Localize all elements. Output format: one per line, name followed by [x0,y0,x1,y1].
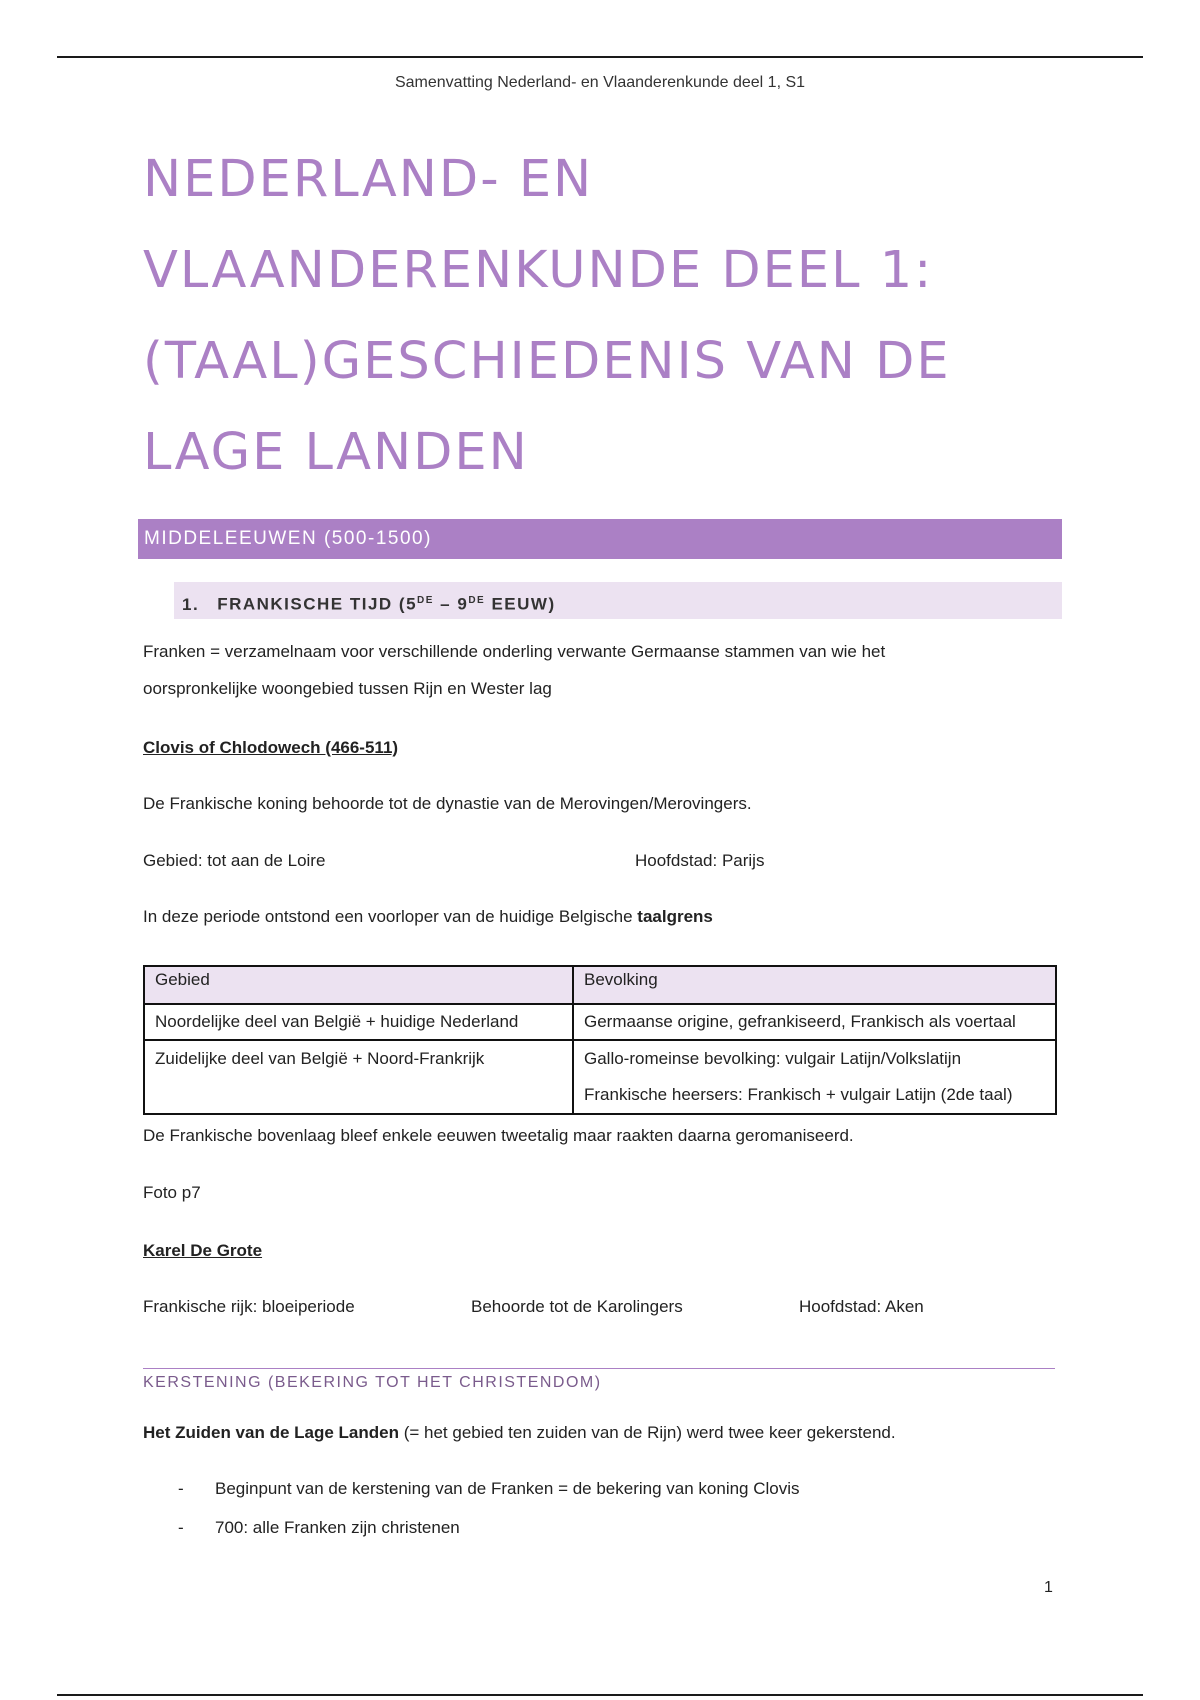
subsection-title-part3: EEUW) [485,594,556,614]
table-row [144,1040,1056,1114]
list-item [178,1479,800,1499]
karel-karolingers-text: Behoorde tot de Karolingers [471,1297,683,1316]
footer-rule [57,1694,1143,1696]
list-item [178,1518,460,1538]
kerstening-intro-bold: Het Zuiden van de Lage Landen [143,1423,399,1442]
subsection-sup-1: DE [417,595,434,606]
section-heading: MIDDELEEUWEN (500-1500) [138,519,1062,559]
subsection-number: 1. [182,594,200,614]
title-line-1: NEDERLAND- EN [143,150,594,209]
header-rule [57,56,1143,58]
table-cell-line: Frankische heersers: Frankisch + vulgair Latijn (2de taal) [584,1085,1013,1104]
kerstening-intro-regular: (= het gebied ten zuiden van de Rijn) werd twee keer gekerstend. [398,1423,896,1442]
document-title [143,134,1123,498]
table-cell-line: Gallo-romeinse bevolking: vulgair Latijn/Volkslatijn [584,1049,962,1068]
karel-rijk-text: Frankische rijk: bloeiperiode [143,1297,355,1316]
franken-definition-line-1: Franken = verzamelnaam voor verschillende onderling verwante Germaanse stammen van wie het [143,642,886,661]
franken-definition-line-2: oorspronkelijke woongebied tussen Rijn en Wester lag [143,679,552,698]
clovis-heading: Clovis of Chlodowech (466-511) [143,738,399,757]
title-line-2: VLAANDERENKUNDE DEEL 1: [143,241,934,300]
subsection-heading [174,582,1062,619]
table-cell: Germaanse origine, gefrankiseerd, Frankisch als voertaal [573,1004,1056,1040]
table-row [144,1004,1056,1040]
subsection-sup-2: DE [468,595,486,606]
list-dash: - [178,1479,184,1498]
bovenlaag-text: De Frankische bovenlaag bleef enkele eeuwen tweetalig maar raakten daarna geromaniseerd. [143,1126,854,1145]
kerstening-rule [143,1368,1055,1369]
subsection-title-part2: – 9 [433,594,469,614]
page-number: 1 [1044,1579,1053,1596]
hoofdstad-parijs-text: Hoofdstad: Parijs [635,851,765,870]
gebied-text: Gebied: tot aan de Loire [143,851,326,870]
karel-heading: Karel De Grote [143,1241,263,1260]
running-header: Samenvatting Nederland- en Vlaanderenkunde deel 1, S1 [394,74,806,91]
list-item-text: Beginpunt van de kerstening van de Franken = de bekering van koning Clovis [215,1479,800,1498]
table-header-row [144,966,1056,1004]
gebied-bevolking-table [143,965,1057,1115]
subsection-title-part1: FRANKISCHE TIJD (5 [217,594,418,614]
list-item-text: 700: alle Franken zijn christenen [215,1518,460,1537]
list-dash: - [178,1518,184,1537]
periode-text-bold: taalgrens [637,907,713,926]
koning-text: De Frankische koning behoorde tot de dynastie van de Merovingen/Merovingers. [143,794,752,813]
periode-text-regular: In deze periode ontstond een voorloper van de huidige Belgische [143,907,638,926]
periode-text [143,907,713,927]
karel-hoofdstad-text: Hoofdstad: Aken [799,1297,924,1316]
table-cell [573,1040,1056,1114]
table-cell: Noordelijke deel van België + huidige Nederland [144,1004,573,1040]
kerstening-heading: KERSTENING (BEKERING TOT HET CHRISTENDOM) [143,1374,602,1391]
title-line-4: LAGE LANDEN [143,423,529,482]
table-cell: Zuidelijke deel van België + Noord-Frankrijk [144,1040,573,1114]
table-header-cell: Bevolking [573,966,1056,1004]
kerstening-intro [143,1423,896,1443]
foto-reference: Foto p7 [143,1183,201,1202]
table-header-cell: Gebied [144,966,573,1004]
title-line-3: (TAAL)GESCHIEDENIS VAN DE [143,332,951,391]
